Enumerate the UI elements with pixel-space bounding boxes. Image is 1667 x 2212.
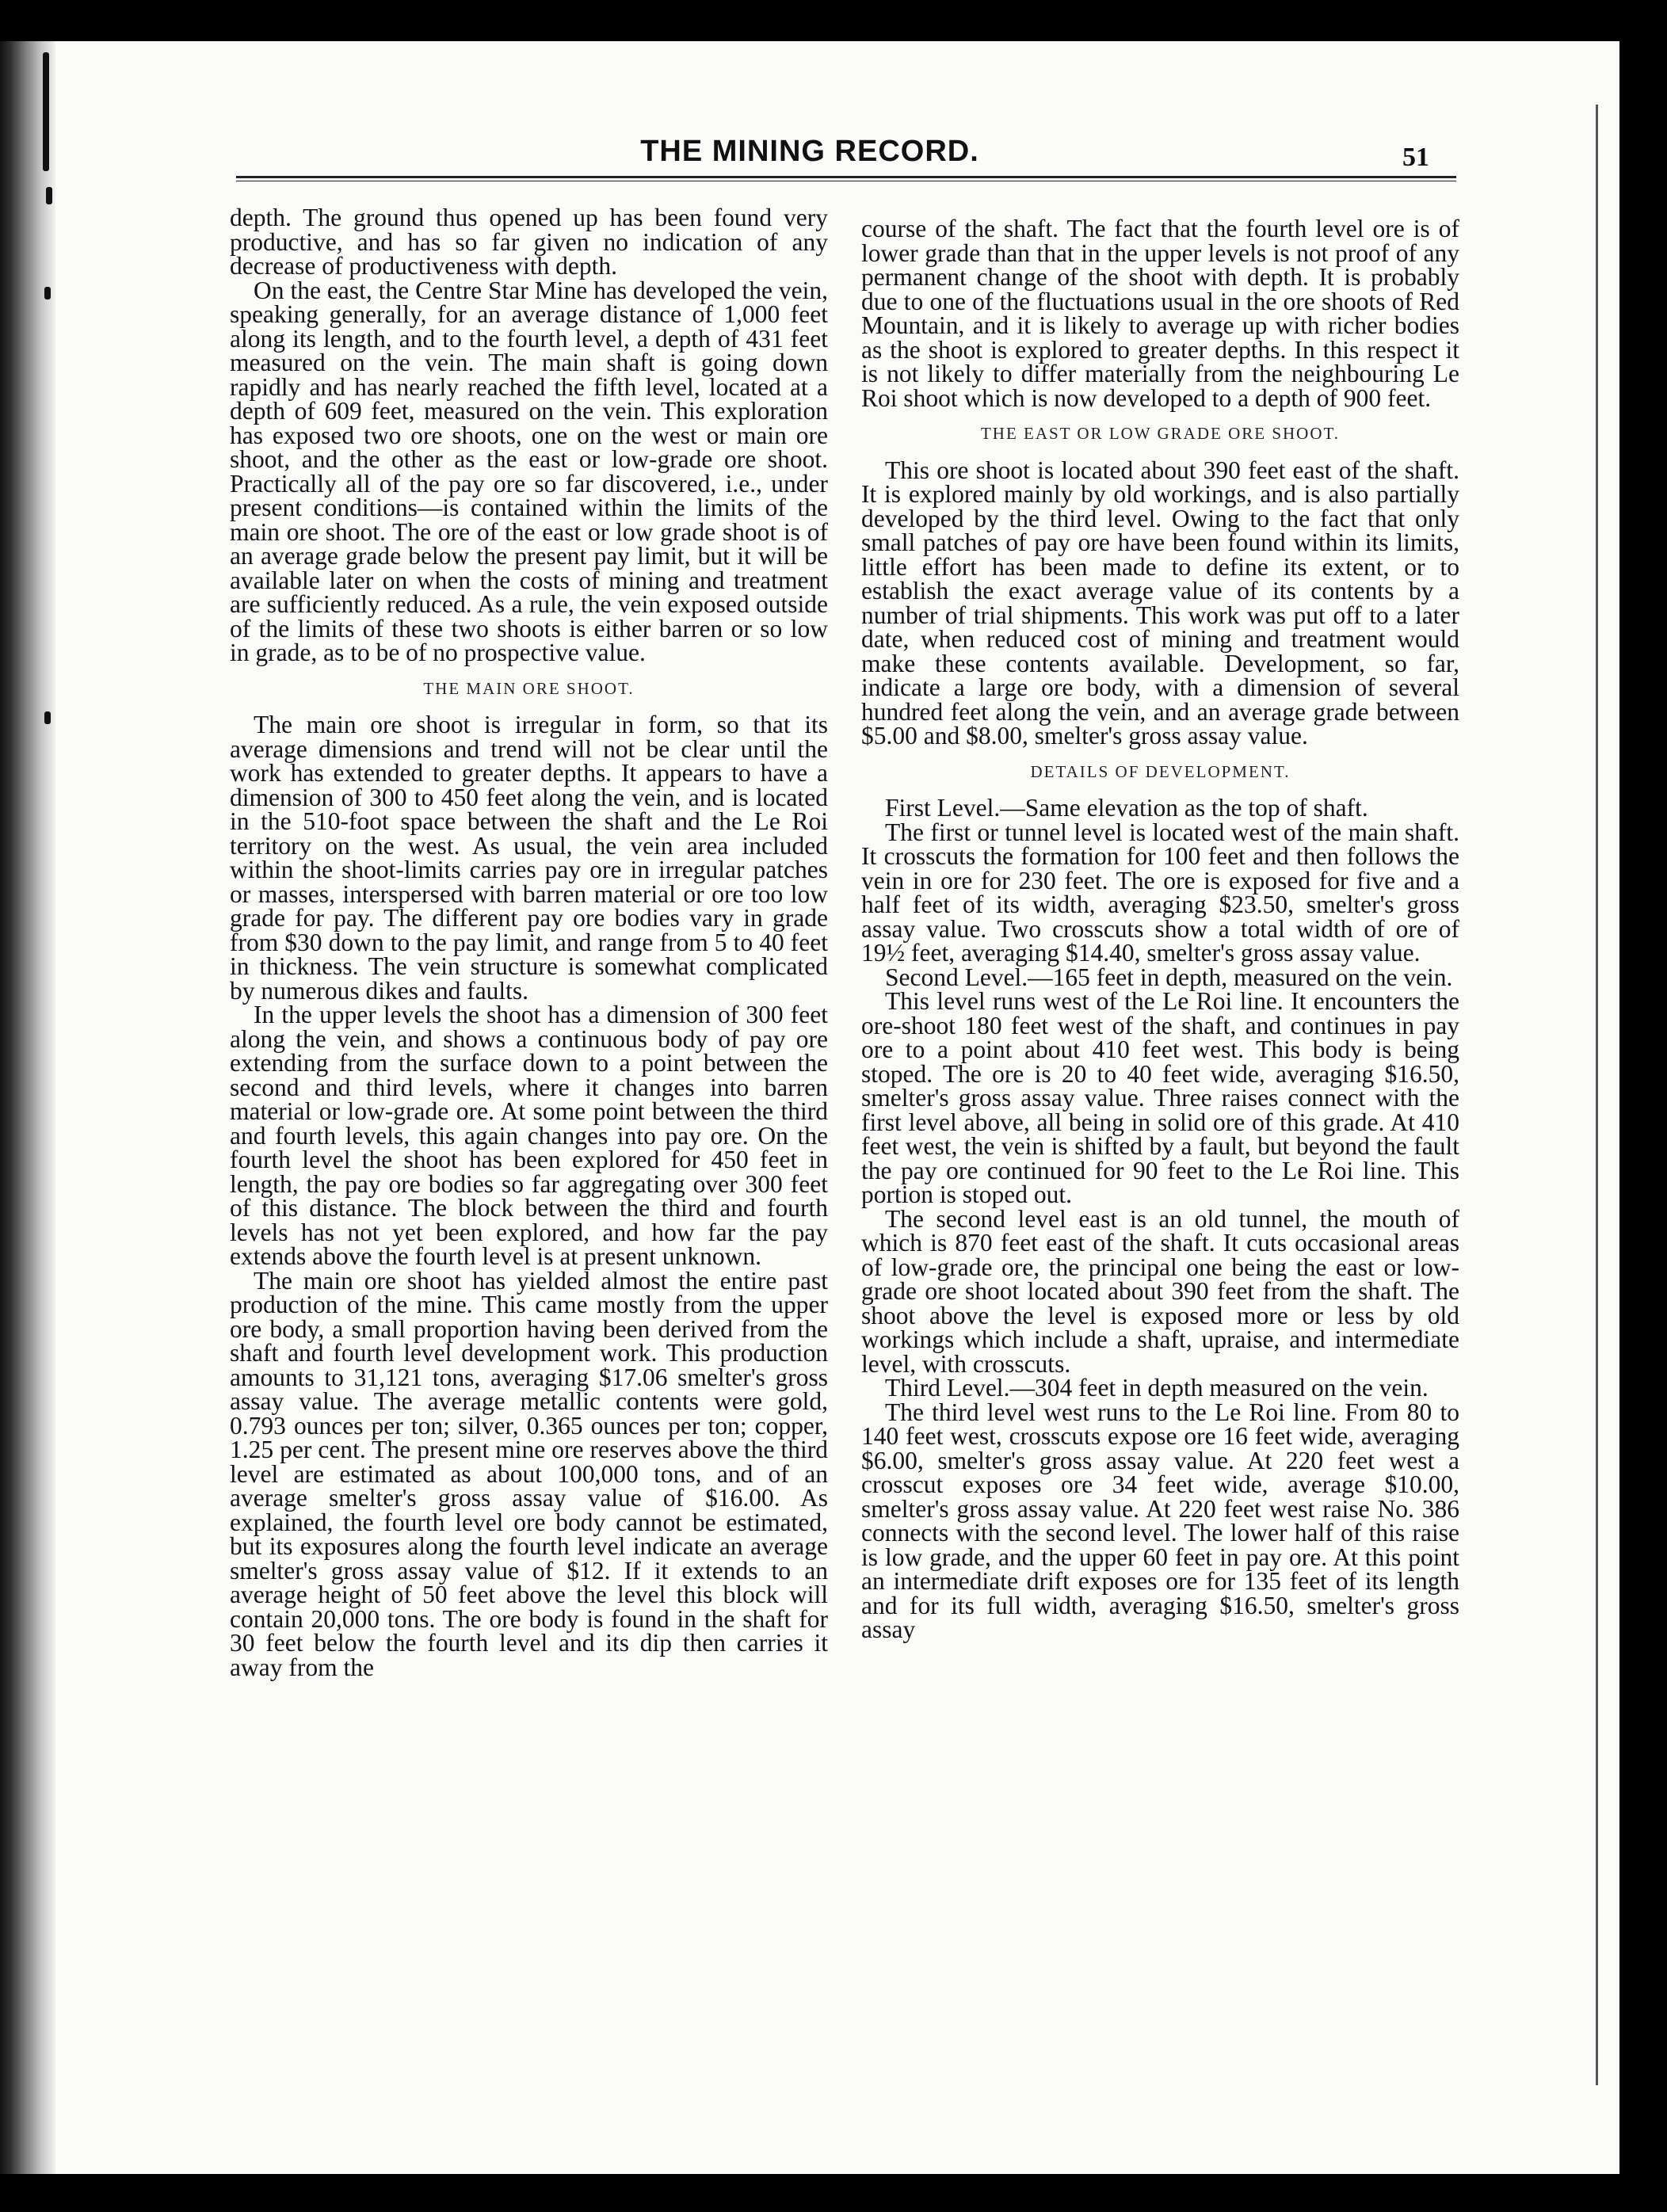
- binding-mark: [46, 187, 52, 204]
- binding-mark: [44, 287, 51, 299]
- paragraph: The first or tunnel level is located west of the main shaft. It crosscuts the formation for 100 feet and then follows the vein in ore for 230 feet. The ore is exposed for five and a half feet of its width, averaging $23.50, smelter's gross assay value. Two crosscuts show a total width of ore of 19½ feet, averaging $14.40, smelter's gross assay value.: [861, 818, 1459, 967]
- page-edge-rule: [1596, 105, 1598, 2085]
- running-header: [0, 135, 1619, 182]
- section-heading: THE MAIN ORE SHOOT.: [423, 678, 635, 698]
- page-number: 51: [1402, 143, 1429, 172]
- paragraph: The second level east is an old tunnel, the mouth of which is 870 feet east of the shaft. It cuts occasional areas of low-grade ore, the principal one being the east or low-grade ore shoot located about 390 feet from the shaft. The shoot above the level is exposed more or less by old workings which include a shaft, upraise, and intermediate level, with crosscuts.: [861, 1204, 1459, 1378]
- header-rule: [236, 176, 1456, 181]
- page-sheet: [0, 41, 1619, 2174]
- paragraph: First Level.—Same elevation as the top of shaft.: [885, 794, 1368, 822]
- paragraph: In the upper levels the shoot has a dimension of 300 feet along the vein, and shows a continuous body of pay ore extending from the surface down to a point between the second and third levels, where it changes into barren material or low-grade ore. At some point between the third and fourth levels, this again changes into pay ore. On the fourth level the shoot has been explored for 450 feet in length, the pay ore bodies so far aggregating over 300 feet of this distance. The block between the third and fourth levels has not yet been explored, and how far the pay extends above the fourth level is at present unknown.: [230, 1001, 828, 1270]
- paragraph: The main ore shoot is irregular in form, so that its average dimensions and trend will not be clear until the work has extended to greater depths. It appears to have a dimension of 300 to 450 feet along the vein, and is located in the 510-foot space between the shaft and the Le Roi territory on the west. As usual, the vein area included within the shoot-limits carries pay ore in irregular patches or masses, interspersed with barren material or ore too low grade for pay. The different pay ore bodies vary in grade from $30 down to the pay limit, and range from 5 to 40 feet in thickness. The vein structure is somewhat complicated by numerous dikes and faults.: [230, 711, 828, 1005]
- paragraph: Second Level.—165 feet in depth, measured on the vein.: [885, 963, 1453, 991]
- section-heading: THE EAST OR LOW GRADE ORE SHOOT.: [980, 424, 1341, 443]
- paragraph: The main ore shoot has yielded almost the entire past production of the mine. This came mostly from the upper ore body, a small proportion having been derived from the shaft and fourth level development work. This production amounts to 31,121 tons, averaging $17.06 smelter's gross assay value. The average metallic contents were gold, 0.793 ounces per ton; silver, 0.365 ounces per ton; copper, 1.25 per cent. The present mine ore reserves above the third level are estimated as about 100,000 tons, and of an average smelter's gross assay value of $16.00. As explained, the fourth level ore body cannot be estimated, but its exposures along the fourth level indicate an average smelter's gross assay value of $12. If it extends to an average height of 50 feet above the level this block will contain 20,000 tons. The ore body is found in the shaft for 30 feet below the fourth level and its dip then carries it away from the: [230, 1266, 828, 1681]
- right-column: [861, 217, 1459, 1642]
- binding-edge: [0, 41, 55, 2174]
- paragraph: course of the shaft. The fact that the fourth level ore is of lower grade than that in the upper levels is not proof of any permanent change of the shoot with depth. It is probably due to one of the fluctuations usual in the ore shoots of Red Mountain, and it is likely to average up with richer bodies as the shoot is explored to greater depths. In this respect it is not likely to differ materially from the neighbouring Le Roi shoot which is now developed to a depth of 900 feet.: [861, 215, 1459, 412]
- paragraph: The third level west runs to the Le Roi line. From 80 to 140 feet west, crosscuts expose ore 16 feet wide, averaging $6.00, smelter's gross assay value. At 220 feet west a crosscut exposes ore 34 feet wide, average $10.00, smelter's gross assay value. At 220 feet west raise No. 386 connects with the second level. The lower half of this raise is low grade, and the upper 60 feet in pay ore. At this point an intermediate drift exposes ore for 135 feet of its length and for its full width, averaging $16.50, smelter's gross assay: [861, 1398, 1459, 1643]
- paragraph: This level runs west of the Le Roi line. It encounters the ore-shoot 180 feet west of the shaft, and continues in pay ore to a point about 410 feet west. This body is being stoped. The ore is 20 to 40 feet wide, averaging $16.50, smelter's gross assay value. Three raises connect with the first level above, all being in solid ore of this grade. At 410 feet west, the vein is shifted by a fault, but beyond the fault the pay ore continued for 90 feet to the Le Roi line. This portion is stoped out.: [861, 987, 1459, 1208]
- left-column: [230, 206, 828, 1680]
- paragraph: depth. The ground thus opened up has been found very productive, and has so far given no indication of any decrease of productiveness with depth.: [230, 204, 828, 280]
- binding-mark: [44, 711, 51, 724]
- journal-title: THE MINING RECORD.: [640, 135, 979, 168]
- paragraph: Third Level.—304 feet in depth measured on the vein.: [885, 1374, 1429, 1402]
- paragraph: On the east, the Centre Star Mine has developed the vein, speaking generally, for an average distance of 1,000 feet along its length, and to the fourth level, a depth of 431 feet measured on the vein. The main shaft is going down rapidly and has nearly reached the fifth level, located at a depth of 609 feet, measured on the vein. This exploration has exposed two ore shoots, one on the west or main ore shoot, and the other as the east or low-grade ore shoot. Practically all of the pay ore so far discovered, i.e., under present conditions—is contained within the limits of the main ore shoot. The ore of the east or low grade shoot is of an average grade below the present pay limit, but it will be available later on when the costs of mining and treatment are sufficiently reduced. As a rule, the vein exposed outside of the limits of these two shoots is either barren or so low in grade, as to be of no prospective value.: [230, 276, 828, 666]
- section-heading: DETAILS OF DEVELOPMENT.: [1030, 761, 1291, 781]
- paragraph: This ore shoot is located about 390 feet east of the shaft. It is explored mainly by old workings, and is also partially developed by the third level. Owing to the fact that only small patches of pay ore have been found within its limits, little effort has been made to define its extent, or to establish the exact average value of its contents by a number of trial shipments. This work was put off to a later date, when reduced cost of mining and treatment would make these contents available. Development, so far, indicate a large ore body, with a dimension of several hundred feet along the vein, and an average grade between $5.00 and $8.00, smelter's gross assay value.: [861, 456, 1459, 749]
